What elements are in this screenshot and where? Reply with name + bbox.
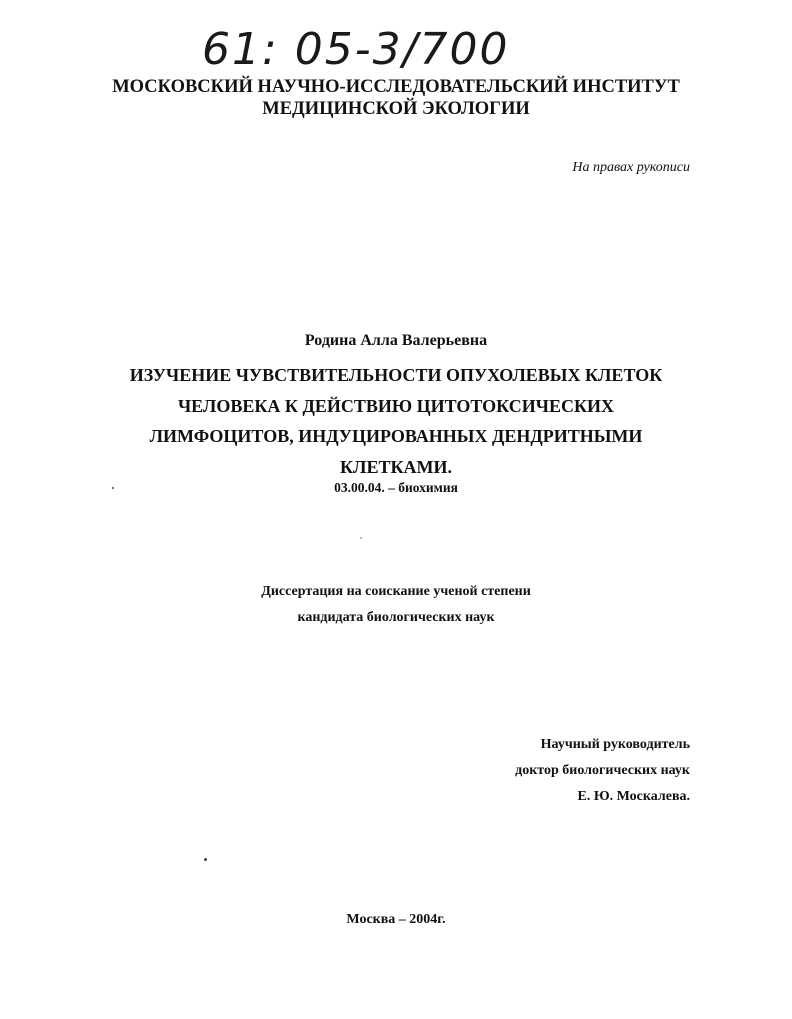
- dissertation-line-1: Диссертация на соискание ученой степени: [261, 584, 531, 599]
- archive-number-text: 61: 05-3/700: [202, 24, 510, 75]
- rights-note: На правах рукописи: [572, 160, 690, 175]
- scan-speck: [204, 858, 207, 861]
- institute-line-1: МОСКОВСКИЙ НАУЧНО-ИССЛЕДОВАТЕЛЬСКИЙ ИНСТИТУТ: [112, 77, 680, 97]
- scan-speck: [112, 487, 114, 489]
- title-line-3: ЛИМФОЦИТОВ, ИНДУЦИРОВАННЫХ ДЕНДРИТНЫМИ: [149, 426, 643, 446]
- title-line-2: ЧЕЛОВЕКА К ДЕЙСТВИЮ ЦИТОТОКСИЧЕСКИХ: [177, 395, 615, 416]
- institute-name: [0, 76, 792, 120]
- supervisor-name: Е. Ю. Москалева.: [577, 789, 690, 804]
- scan-speck: [360, 537, 362, 539]
- dissertation-statement: [0, 579, 792, 631]
- city-year: Москва – 2004г.: [346, 912, 446, 927]
- supervisor-degree: доктор биологических наук: [515, 763, 690, 778]
- institute-line-2: МЕДИЦИНСКОЙ ЭКОЛОГИИ: [262, 99, 530, 119]
- author-name: Родина Алла Валерьевна: [304, 332, 488, 349]
- thesis-title: [0, 360, 792, 482]
- dissertation-line-2: кандидата биологических наук: [297, 610, 495, 625]
- handwritten-archive-number: [200, 10, 510, 80]
- title-line-4: КЛЕТКАМИ.: [339, 456, 453, 477]
- supervisor-role: Научный руководитель: [540, 737, 690, 752]
- specialty-code: 03.00.04. – биохимия: [334, 480, 458, 495]
- supervisor-block: [515, 732, 690, 810]
- title-line-1: ИЗУЧЕНИЕ ЧУВСТВИТЕЛЬНОСТИ ОПУХОЛЕВЫХ КЛЕТОК: [129, 365, 663, 385]
